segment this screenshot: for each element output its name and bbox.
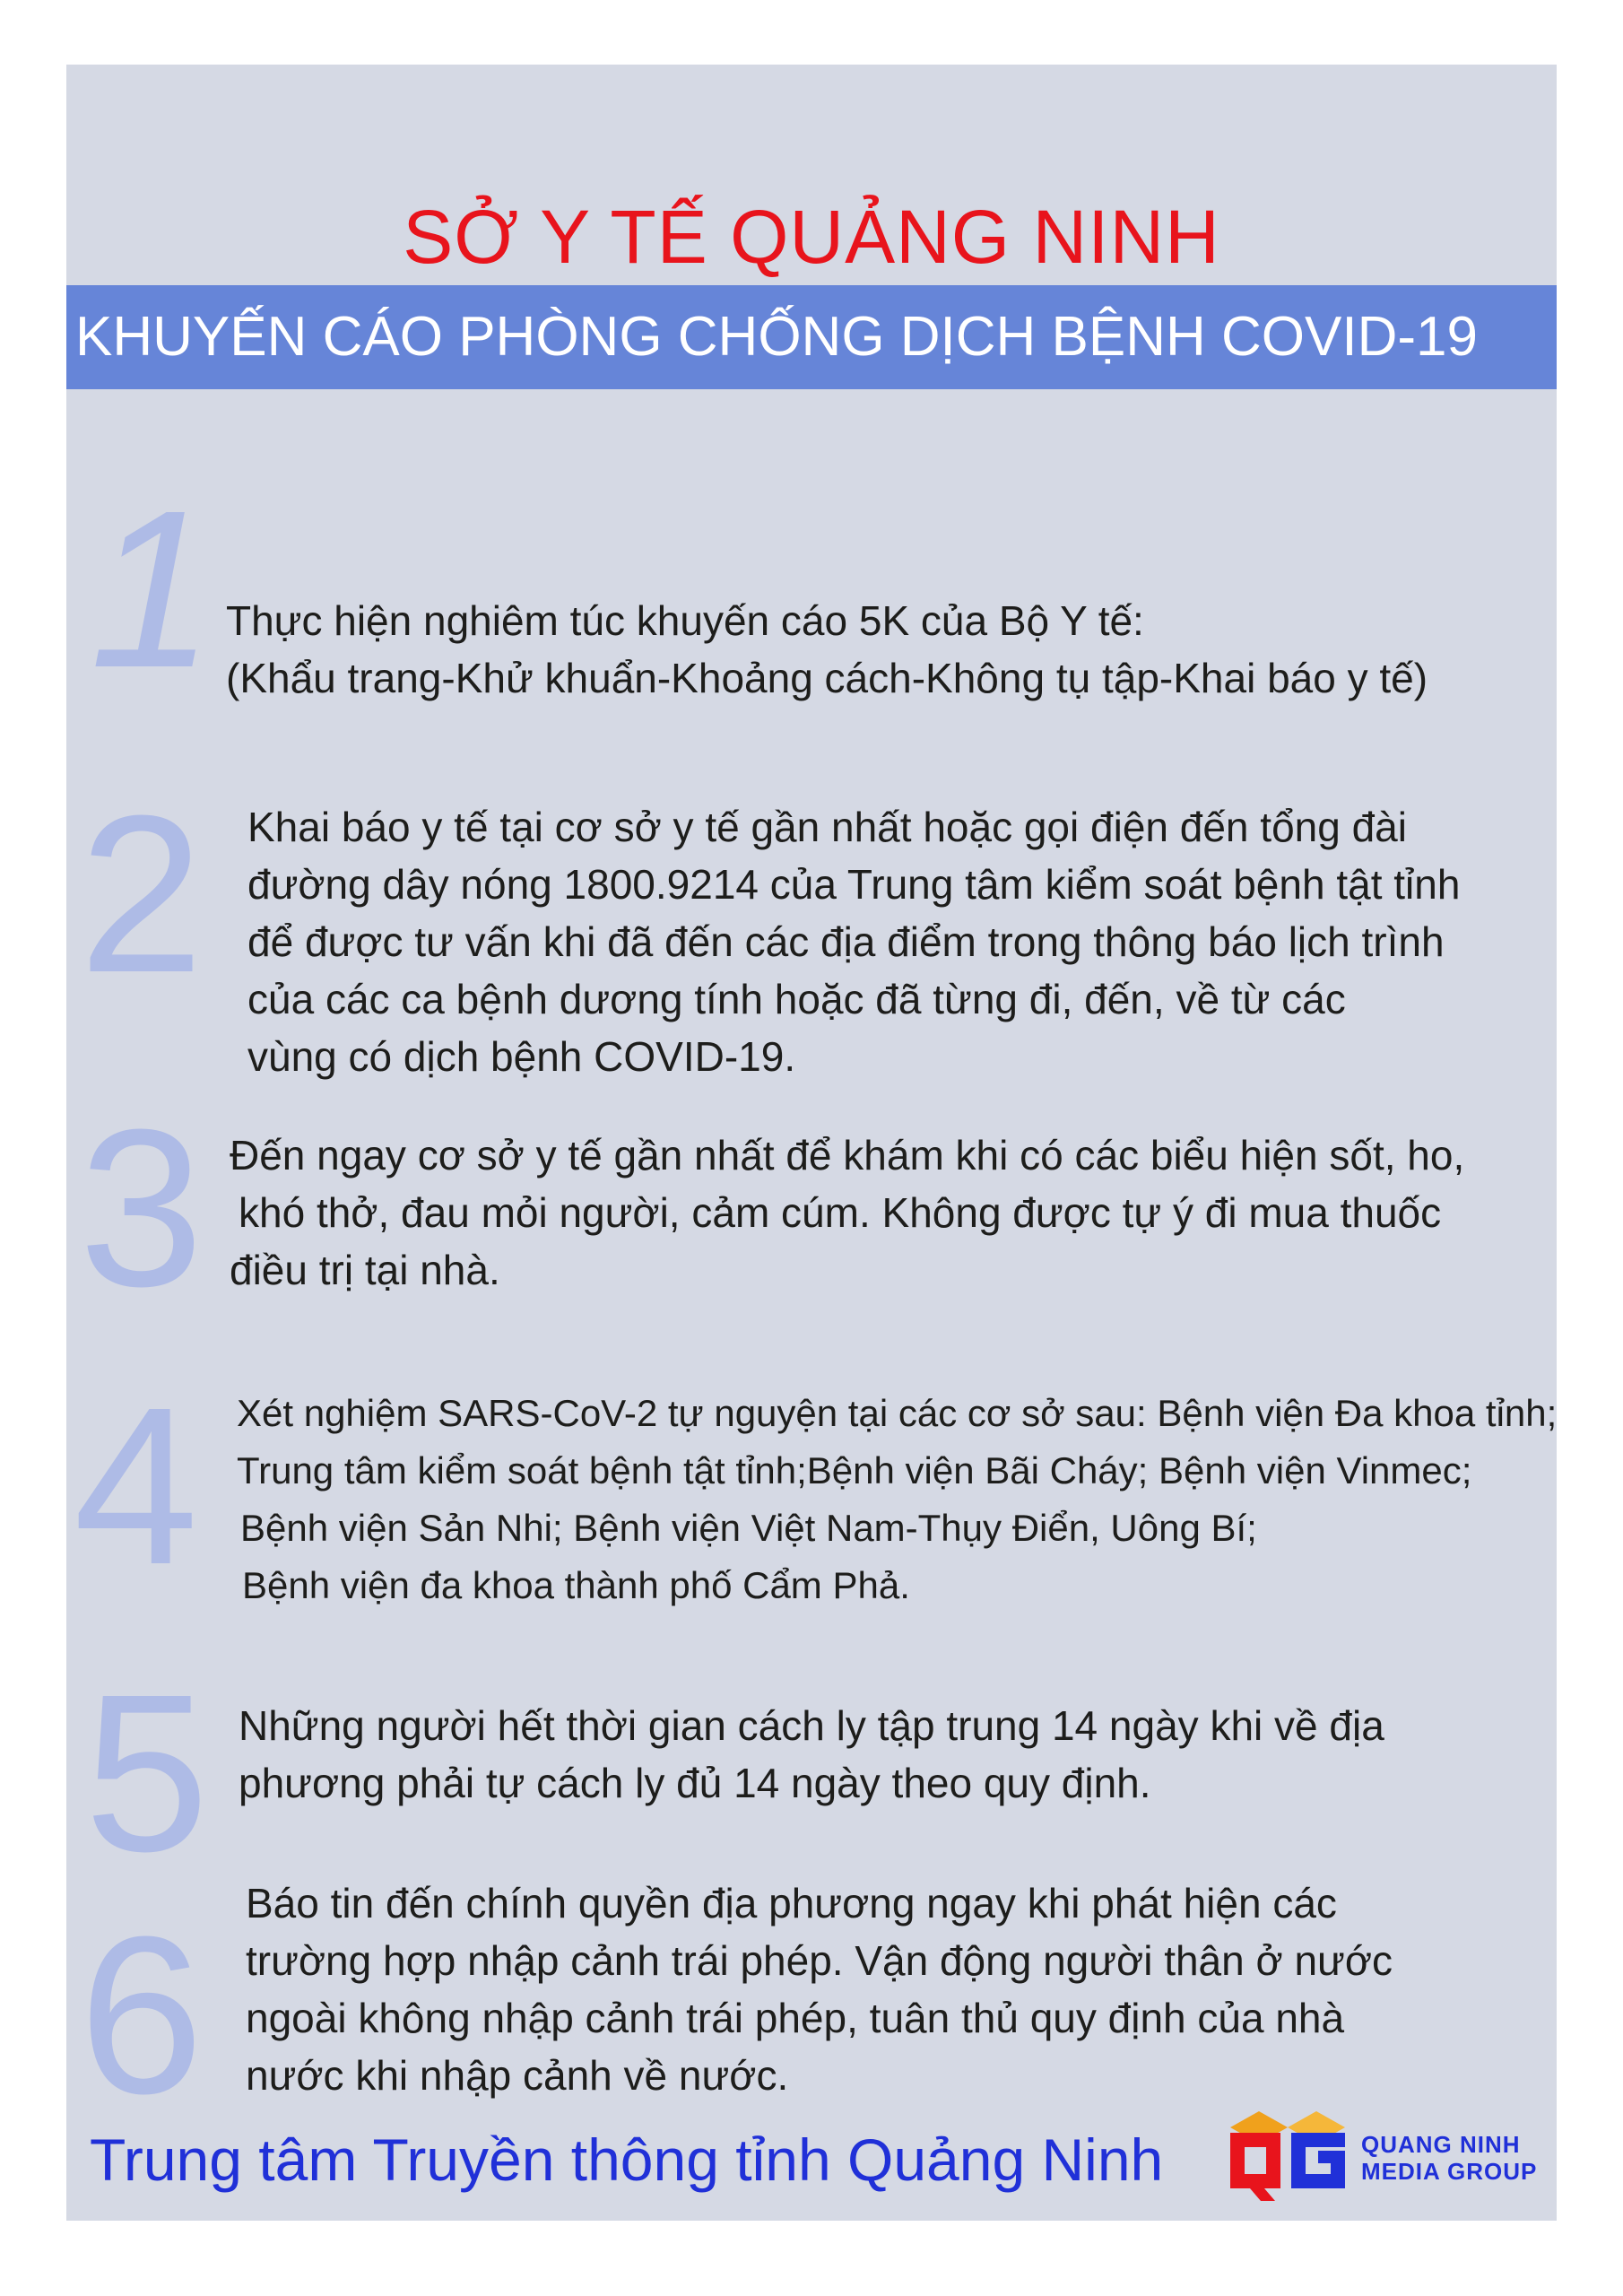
text-line: để được tư vấn khi đã đến các địa điểm trong thông báo lịch trình (247, 918, 1445, 965)
item-text-2 (247, 798, 1460, 1085)
logo-line-1: QUANG NINH (1361, 2131, 1521, 2158)
text-line: trường hợp nhập cảnh trái phép. Vận động người thân ở nước (246, 1937, 1393, 1984)
text-line: (Khẩu trang-Khử khuẩn-Khoảng cách-Không tụ tập-Khai báo y tế) (226, 655, 1428, 701)
text-line: Bệnh viện đa khoa thành phố Cẩm Phả. (242, 1564, 910, 1606)
text-line: Xét nghiệm SARS-CoV-2 tự nguyện tại các cơ sở sau: Bệnh viện Đa khoa tỉnh; (237, 1392, 1558, 1434)
item-text-5 (239, 1697, 1384, 1812)
text-line: khó thở, đau mỏi người, cảm cúm. Không được tự ý đi mua thuốc (239, 1189, 1442, 1236)
item-number-3: 3 (79, 1083, 204, 1333)
poster-panel (66, 65, 1557, 2221)
text-line: điều trị tại nhà. (230, 1247, 500, 1293)
item-text-6 (246, 1874, 1393, 2104)
banner (66, 285, 1557, 389)
text-line: Khai báo y tế tại cơ sở y tế gần nhất hoặc gọi điện đến tổng đài (247, 804, 1407, 850)
text-line: Thực hiện nghiêm túc khuyến cáo 5K của Bộ Y tế: (226, 597, 1144, 644)
item-number-6: 6 (79, 1890, 204, 2140)
org-title: SỞ Y TẾ QUẢNG NINH (403, 195, 1220, 279)
item-number-2: 2 (79, 769, 204, 1019)
text-line: Đến ngay cơ sở y tế gần nhất để khám khi có các biểu hiện sốt, ho, (230, 1132, 1465, 1178)
banner-title: KHUYẾN CÁO PHÒNG CHỐNG DỊCH BỆNH COVID-19 (75, 306, 1478, 368)
logo-wordmark (1361, 2131, 1537, 2185)
item-text-3 (230, 1126, 1464, 1299)
item-number-1: 1 (90, 464, 215, 714)
item-number-5: 5 (84, 1648, 210, 1898)
text-line: Những người hết thời gian cách ly tập trung 14 ngày khi về địa (239, 1702, 1384, 1749)
text-line: vùng có dịch bệnh COVID-19. (247, 1033, 796, 1080)
text-line: Trung tâm kiểm soát bệnh tật tỉnh;Bệnh viện Bãi Cháy; Bệnh viện Vinmec; (237, 1449, 1472, 1492)
item-text-1 (226, 592, 1428, 707)
text-line: của các ca bệnh dương tính hoặc đã từng đi, đến, về từ các (247, 976, 1346, 1022)
text-line: đường dây nóng 1800.9214 của Trung tâm kiểm soát bệnh tật tỉnh (247, 861, 1461, 908)
logo-line-2: MEDIA GROUP (1361, 2158, 1538, 2185)
text-line: phương phải tự cách ly đủ 14 ngày theo quy định. (239, 1760, 1151, 1806)
footer-organization: Trung tâm Truyền thông tỉnh Quảng Ninh (90, 2126, 1164, 2193)
qg-logo-icon (1223, 2100, 1358, 2208)
text-line: Bệnh viện Sản Nhi; Bệnh viện Việt Nam-Thụy Điển, Uông Bí; (240, 1507, 1257, 1549)
item-number-4: 4 (74, 1361, 199, 1611)
media-group-logo (1223, 2100, 1546, 2208)
text-line: Báo tin đến chính quyền địa phương ngay khi phát hiện các (246, 1880, 1337, 1926)
text-line: nước khi nhập cảnh về nước. (246, 2052, 789, 2099)
text-line: ngoài không nhập cảnh trái phép, tuân thủ quy định của nhà (246, 1995, 1345, 2041)
item-text-4 (237, 1385, 1557, 1614)
